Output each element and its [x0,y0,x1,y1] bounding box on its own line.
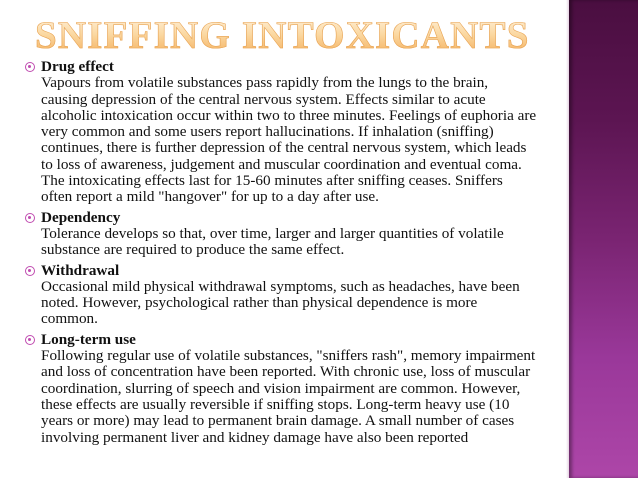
bullet-text-line: very common and some users report hallucinations. If inhalation (sniffing) [41,123,494,141]
bullet-item-long-term-use [25,332,570,446]
bullet-text-line: causing depression of the central nervous system. Effects similar to acute [41,90,486,108]
bullet-text-line: often report a mild "hangover" for up to a day after use. [41,188,379,206]
bullet-text-line: Occasional mild physical withdrawal symptoms, such as headaches, have been [41,277,520,295]
bullet-list [25,59,570,450]
bullet-text-line: Tolerance develops so that, over time, larger and larger quantities of volatile [41,224,504,242]
bullet-heading: Withdrawal [41,261,120,279]
circled-dot-bullet-icon [25,62,35,72]
bullet-text-line: to loss of awareness, judgement and muscular coordination and eventual coma. [41,155,522,173]
bullet-text-line: substance are required to produce the same effect. [41,241,345,259]
bullet-text-line: noted. However, psychological rather than physical dependence is more [41,294,478,312]
bullet-heading: Dependency [41,208,121,226]
bullet-text-line: Vapours from volatile substances pass rapidly from the lungs to the brain, [41,74,489,92]
decorative-side-bar [569,0,638,478]
bullet-heading: Long-term use [41,330,136,348]
circled-dot-bullet-icon [25,335,35,345]
bullet-text-line: and loss of concentration have been reported. With chronic use, loss of muscular [41,363,531,381]
bullet-text-line: involving permanent liver and kidney damage have also been reported [41,428,469,446]
bullet-item-withdrawal [25,263,570,328]
bullet-text-line: The intoxicating effects last for 15-60 minutes after sniffing ceases. Sniffers [41,172,503,190]
bullet-text-line: years or more) may lead to permanent brain damage. A small number of cases [41,412,515,430]
bullet-item-dependency [25,210,570,259]
circled-dot-bullet-icon [25,266,35,276]
bullet-text-line: continues, there is further depression of the central nervous system, which leads [41,139,527,157]
bullet-text-line: alcoholic intoxication occur within two to three minutes. Feelings of euphoria are [41,106,537,124]
bullet-heading: Drug effect [41,58,114,75]
bullet-text-line: Following regular use of volatile substances, "sniffers rash", memory impairment [41,347,536,365]
bullet-text-line: coordination, slurring of speech and vision impairment are common. However, [41,379,521,397]
bullet-text-line: common. [41,310,98,328]
slide-title: SNIFFING INTOXICANTS [35,14,530,57]
bullet-item-drug-effect [25,59,570,206]
circled-dot-bullet-icon [25,213,35,223]
bullet-text-line: these effects are usually reversible if sniffing stops. Long-term heavy use (10 [41,395,510,413]
